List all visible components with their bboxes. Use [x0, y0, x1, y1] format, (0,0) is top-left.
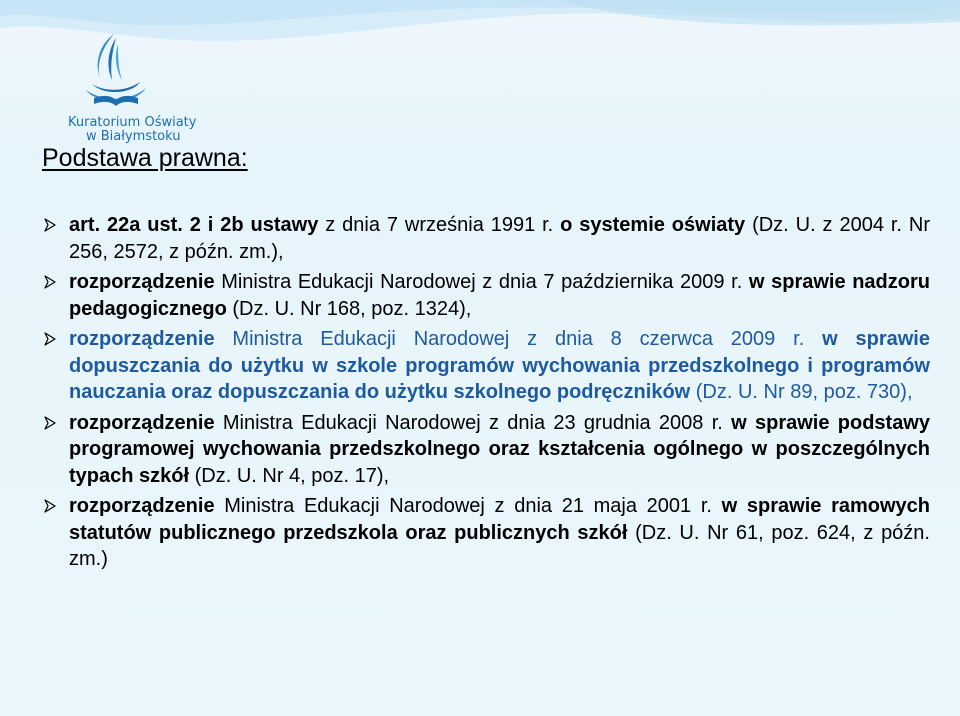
list-item — [40, 326, 930, 406]
item-text-2: (Dz. U. Nr 61, poz. 624, z późn. zm.) — [69, 521, 930, 570]
item-bold-1: rozporządzenie — [69, 495, 215, 517]
item-text-2: (Dz. U. Nr 4, poz. 17), — [189, 464, 390, 487]
item-text-1: Ministra Edukacji Narodowej z dnia 21 maja 2001 r. — [214, 495, 722, 517]
item-text-1: z dnia 7 września 1991 r. — [318, 214, 561, 236]
item-text — [69, 326, 930, 406]
arrow-bullet-icon — [43, 416, 57, 430]
item-text-1: Ministra Edukacji Narodowej z dnia 8 czerwca 2009 r. — [214, 328, 823, 350]
item-bold-1: rozporządzenie — [69, 411, 215, 434]
logo — [46, 18, 197, 144]
arrow-bullet-icon — [43, 218, 57, 232]
list-item — [40, 269, 930, 322]
logo-text — [48, 115, 197, 144]
logo-line-2: w Białymstoku — [86, 129, 181, 144]
item-text-2: (Dz. U. Nr 168, poz. 1324), — [226, 297, 472, 320]
arrow-bullet-icon — [43, 332, 57, 346]
item-text — [69, 269, 930, 322]
item-text-2: (Dz. U. z 2004 r. Nr 256, 2572, z późn. zm.), — [69, 214, 930, 263]
logo-line-1: Kuratorium Oświaty — [68, 115, 197, 130]
item-text-2: (Dz. U. Nr 89, poz. 730), — [690, 381, 913, 403]
item-bold-2: w sprawie ramowych statutów publicznego przedszkola oraz publicznych szkół — [69, 495, 931, 544]
arrow-bullet-icon — [43, 275, 57, 289]
item-bold-1: rozporządzenie — [69, 271, 215, 293]
item-bold-2: o systemie oświaty — [560, 214, 746, 236]
ship-emblem-icon — [70, 28, 160, 114]
item-bold-2: w sprawie podstawy programowej wychowania przedszkolnego oraz kształcenia ogólnego w poszczególnych typach szkół — [69, 411, 930, 487]
item-bold-2: w sprawie nadzoru pedagogicznego — [69, 271, 930, 320]
item-text — [69, 493, 930, 573]
item-bold-1: art. 22a ust. 2 i 2b ustawy — [69, 214, 319, 236]
list-item — [40, 212, 930, 265]
item-text — [69, 212, 930, 265]
page-title: Podstawa prawna: — [42, 144, 248, 172]
item-bold-1: rozporządzenie — [69, 328, 215, 350]
item-text-1: Ministra Edukacji Narodowej z dnia 23 grudnia 2008 r. — [214, 411, 732, 434]
list-item — [40, 410, 930, 490]
legal-basis-list — [40, 212, 930, 577]
list-item — [40, 493, 930, 573]
item-text-1: Ministra Edukacji Narodowej z dnia 7 października 2009 r. — [214, 271, 749, 293]
arrow-bullet-icon — [43, 499, 57, 513]
item-text — [69, 410, 930, 490]
item-bold-2: w sprawie dopuszczania do użytku w szkole programów wychowania przedszkolnego i programów nauczania oraz dopuszczania do użytku szkolnego podręczników — [69, 328, 930, 403]
